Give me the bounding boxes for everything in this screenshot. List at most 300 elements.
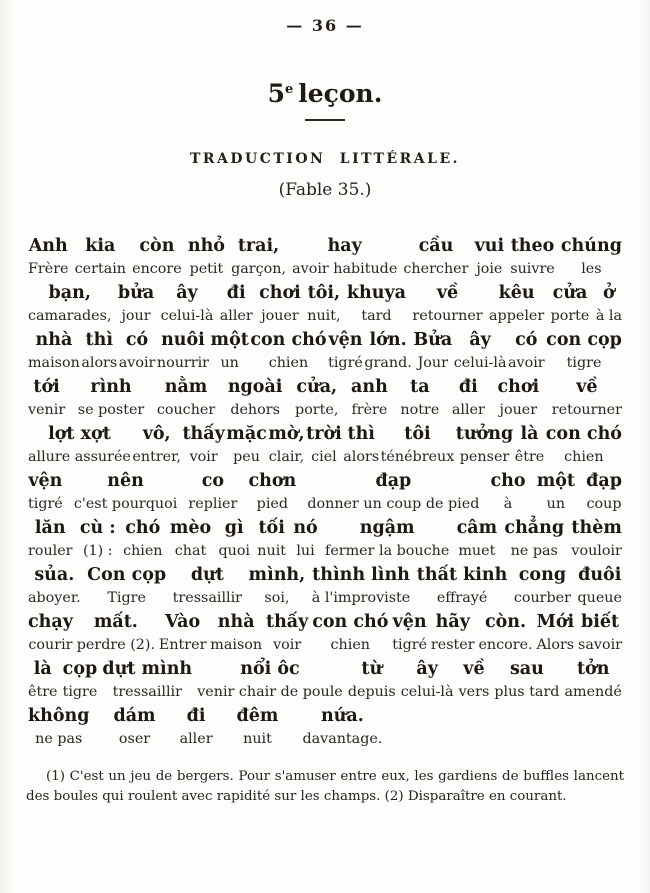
french-gloss: ne pas — [35, 731, 83, 747]
french-gloss: davantage. — [302, 731, 383, 747]
word-pair — [231, 234, 286, 280]
vietnamese-word: chó — [125, 518, 161, 538]
vietnamese-word: thình lình — [312, 565, 410, 585]
french-gloss: grand. — [364, 355, 412, 371]
word-pair — [586, 469, 622, 515]
french-gloss: porte, — [295, 402, 339, 418]
interlinear-line — [26, 375, 624, 421]
vietnamese-word: nhỏ — [187, 236, 225, 256]
word-pair — [28, 657, 58, 703]
word-pair — [515, 422, 545, 468]
french-gloss: oser — [118, 731, 151, 747]
vietnamese-word: chúng — [560, 236, 622, 256]
interlinear-line — [26, 657, 624, 703]
french-gloss: tressaillir — [172, 590, 243, 606]
vietnamese-word: dám — [113, 706, 156, 726]
word-pair — [188, 469, 237, 515]
word-pair — [293, 516, 317, 562]
french-gloss: fermer la bouche — [325, 543, 450, 559]
vietnamese-word: ây — [416, 659, 438, 679]
word-pair — [497, 375, 539, 421]
french-gloss: voir — [273, 637, 302, 653]
word-pair — [302, 704, 382, 750]
vietnamese-word: chẳng — [504, 518, 565, 538]
french-gloss: chien — [330, 637, 371, 653]
word-pair — [454, 328, 507, 374]
word-pair — [306, 422, 342, 468]
vietnamese-word: đạp — [375, 471, 412, 491]
french-gloss: jouer — [261, 308, 299, 324]
french-gloss: tigré — [328, 355, 363, 371]
french-gloss: c'est pourquoi — [73, 496, 178, 512]
word-pair — [173, 563, 242, 609]
french-gloss: appeler — [489, 308, 545, 324]
word-pair — [546, 422, 622, 468]
word-pair — [237, 704, 279, 750]
french-gloss: Alors — [536, 637, 575, 653]
vietnamese-word: vện — [28, 471, 63, 491]
vietnamese-word: trời — [306, 424, 342, 444]
vietnamese-word: chơi — [259, 283, 301, 303]
vietnamese-word: rình — [90, 377, 132, 397]
vietnamese-word: mất. — [93, 612, 138, 632]
french-gloss: plus tard — [494, 684, 560, 700]
vietnamese-word: nứa. — [320, 706, 364, 726]
word-pair — [266, 610, 308, 656]
vietnamese-word: dựt — [190, 565, 224, 585]
vietnamese-word: về — [576, 377, 598, 397]
lesson-ordinal: e — [284, 81, 294, 97]
vietnamese-word: nuôi — [161, 330, 205, 350]
word-pair — [161, 281, 214, 327]
word-pair — [514, 563, 571, 609]
word-pair — [546, 328, 622, 374]
french-gloss: coup — [586, 496, 622, 512]
word-pair — [250, 328, 326, 374]
french-gloss: celui-là — [160, 308, 214, 324]
vietnamese-word: đi — [458, 377, 478, 397]
vietnamese-word: Bửa — [413, 330, 453, 350]
french-gloss: amendé — [564, 684, 622, 700]
french-gloss: garçon, — [231, 261, 286, 277]
french-gloss: chien — [123, 543, 163, 559]
vietnamese-word: nhà — [217, 612, 255, 632]
word-pair — [475, 234, 505, 280]
french-gloss: allure assurée — [28, 449, 131, 465]
word-pair — [400, 375, 439, 421]
french-gloss: certain — [74, 261, 126, 277]
french-gloss: retourner — [551, 402, 622, 418]
word-pair — [28, 281, 111, 327]
vietnamese-word: dựt mình — [102, 659, 193, 679]
french-gloss: rouler — [28, 543, 73, 559]
word-pair — [325, 516, 449, 562]
word-pair — [226, 422, 267, 468]
french-gloss: nuit — [243, 731, 272, 747]
french-gloss: penser — [459, 449, 510, 465]
word-pair — [28, 704, 89, 750]
vietnamese-word: sau — [509, 659, 544, 679]
vietnamese-word: về — [463, 659, 485, 679]
interlinear-line — [26, 516, 624, 562]
french-gloss: clair, — [268, 449, 305, 465]
french-gloss: frère — [351, 402, 388, 418]
french-gloss: petit — [189, 261, 224, 277]
french-gloss: à — [503, 496, 513, 512]
word-pair — [348, 657, 396, 703]
vietnamese-word: anh — [351, 377, 388, 397]
word-pair — [257, 516, 286, 562]
word-pair — [28, 328, 80, 374]
french-gloss: perdre (2). — [76, 637, 156, 653]
vietnamese-word: kia — [85, 236, 116, 256]
vietnamese-word: từ — [361, 659, 383, 679]
french-gloss: queue — [577, 590, 622, 606]
french-gloss: ténébreux — [380, 449, 455, 465]
french-gloss: effrayé — [436, 590, 488, 606]
vietnamese-word: thì — [85, 330, 114, 350]
word-pair — [571, 516, 621, 562]
word-pair — [78, 375, 144, 421]
footnote: (1) C'est un jeu de bergers. Pour s'amuser entre eux, les gardiens de buffles lancent des boules qui roulent avec rapidité sur les champs. (2) Disparaître en courant. — [26, 769, 624, 804]
vietnamese-word: tối — [258, 518, 285, 538]
french-gloss: vers — [458, 684, 490, 700]
vietnamese-word: câm — [456, 518, 498, 538]
word-pair — [220, 281, 253, 327]
word-pair — [211, 328, 249, 374]
vietnamese-word: là — [33, 659, 52, 679]
french-gloss: avoir — [118, 355, 156, 371]
vietnamese-word: chơn — [248, 471, 297, 491]
interlinear-line — [26, 469, 624, 515]
word-pair — [536, 610, 574, 656]
french-gloss: nuit — [257, 543, 287, 559]
vietnamese-word: tới — [33, 377, 60, 397]
french-gloss: coucher — [156, 402, 216, 418]
interlinear-text — [26, 234, 624, 750]
french-gloss: ciel — [311, 449, 337, 465]
french-gloss: chien — [268, 355, 309, 371]
french-gloss: depuis — [347, 684, 396, 700]
french-gloss: se poster — [77, 402, 145, 418]
word-pair — [561, 234, 622, 280]
interlinear-line — [26, 610, 624, 656]
french-gloss: voir — [189, 449, 218, 465]
vietnamese-word: con chó — [250, 330, 327, 350]
word-pair — [457, 516, 498, 562]
french-gloss: aller — [179, 731, 213, 747]
word-pair — [157, 375, 215, 421]
vietnamese-word: đuôi — [578, 565, 622, 585]
word-pair — [118, 281, 154, 327]
french-gloss: Frère — [28, 261, 69, 277]
word-pair — [364, 328, 411, 374]
vietnamese-word: vô, — [142, 424, 171, 444]
vietnamese-word: thấy — [265, 612, 309, 632]
french-gloss: celui-là — [453, 355, 507, 371]
interlinear-line — [26, 422, 624, 468]
french-gloss: tressaillir — [112, 684, 182, 700]
french-gloss: quoi — [218, 543, 250, 559]
french-gloss: pied — [256, 496, 289, 512]
word-pair — [452, 375, 485, 421]
french-gloss: soi, — [264, 590, 290, 606]
word-pair — [510, 234, 555, 280]
french-gloss: nourrir — [156, 355, 210, 371]
vietnamese-word: nên — [107, 471, 144, 491]
word-pair — [28, 469, 63, 515]
word-pair — [292, 234, 397, 280]
french-gloss: peu — [233, 449, 260, 465]
french-gloss: être — [514, 449, 545, 465]
french-gloss: aboyer. — [28, 590, 81, 606]
french-gloss: rester — [430, 637, 475, 653]
french-gloss: chat — [174, 543, 207, 559]
french-gloss: les — [581, 261, 602, 277]
word-pair — [312, 563, 411, 609]
word-pair — [431, 610, 475, 656]
french-gloss: chercher — [403, 261, 469, 277]
word-pair — [157, 328, 209, 374]
word-pair — [578, 610, 622, 656]
vietnamese-word: còn. — [484, 612, 527, 632]
word-pair — [295, 375, 338, 421]
french-gloss: ne pas — [510, 543, 558, 559]
french-gloss: (1) : — [82, 543, 113, 559]
word-pair — [312, 610, 388, 656]
french-gloss: maison — [28, 355, 80, 371]
french-gloss: courber — [513, 590, 571, 606]
french-gloss: maison — [210, 637, 263, 653]
vietnamese-word: gì — [224, 518, 244, 538]
french-gloss: muet — [458, 543, 496, 559]
vietnamese-word: cửa — [552, 283, 588, 303]
vietnamese-word: đi — [186, 706, 206, 726]
french-gloss: avoir habitude — [292, 261, 398, 277]
word-pair — [75, 234, 126, 280]
vietnamese-word: hãy — [435, 612, 470, 632]
word-pair — [403, 234, 468, 280]
word-pair — [259, 281, 301, 327]
vietnamese-word: cầu — [418, 236, 454, 256]
french-gloss: lui — [296, 543, 315, 559]
french-gloss: chien — [564, 449, 604, 465]
vietnamese-word: sủa. — [34, 565, 75, 585]
french-gloss: camarades, — [28, 308, 112, 324]
vietnamese-word: chơi — [497, 377, 540, 397]
vietnamese-word: một — [536, 471, 575, 491]
vietnamese-word: ây — [469, 330, 491, 350]
word-pair — [494, 657, 559, 703]
vietnamese-word: kêu — [498, 283, 535, 303]
lesson-word: leçon. — [298, 79, 383, 108]
french-gloss: Entrer — [158, 637, 207, 653]
french-gloss: jouer — [499, 402, 538, 418]
vietnamese-word: cong — [518, 565, 567, 585]
vietnamese-word: lợt xợt — [48, 424, 111, 444]
word-pair — [401, 657, 454, 703]
vietnamese-word: về — [436, 283, 459, 303]
word-pair — [81, 328, 117, 374]
word-pair — [596, 281, 622, 327]
word-pair — [552, 375, 622, 421]
word-pair — [491, 469, 526, 515]
word-pair — [307, 281, 340, 327]
vietnamese-word: đi — [226, 283, 246, 303]
vietnamese-word: theo — [510, 236, 555, 256]
french-gloss: nuit, — [307, 308, 341, 324]
word-pair — [478, 610, 532, 656]
word-pair — [413, 328, 452, 374]
vietnamese-word: mờ, — [268, 424, 305, 444]
vietnamese-word: hay — [327, 236, 362, 256]
section-heading: TRADUCTION LITTÉRALE. — [189, 151, 461, 167]
vietnamese-word: nằm — [164, 377, 208, 397]
word-pair — [28, 234, 69, 280]
french-gloss: aller — [219, 308, 253, 324]
vietnamese-word: thấy — [182, 424, 225, 444]
french-gloss: venir chair de poule — [197, 684, 343, 700]
vietnamese-word: ở — [603, 283, 615, 303]
french-gloss: tigre — [62, 684, 98, 700]
french-gloss: porte — [550, 308, 590, 324]
word-pair — [74, 469, 177, 515]
vietnamese-word: thì — [347, 424, 375, 444]
word-pair — [351, 375, 388, 421]
word-pair — [417, 563, 508, 609]
word-pair — [508, 328, 545, 374]
interlinear-line — [26, 704, 624, 750]
vietnamese-word: chạy — [28, 612, 73, 632]
vietnamese-word: nổi ôc — [240, 659, 300, 679]
french-gloss: dehors — [230, 402, 280, 418]
word-pair — [343, 422, 379, 468]
word-pair — [77, 610, 155, 656]
french-gloss: courir — [28, 637, 73, 653]
word-pair — [218, 516, 250, 562]
french-gloss: à l'improviste — [311, 590, 411, 606]
word-pair — [28, 422, 131, 468]
vietnamese-word: mèo — [169, 518, 212, 538]
vietnamese-word: tôi, — [307, 283, 341, 303]
vietnamese-word: ta — [410, 377, 430, 397]
lesson-number: 5 — [267, 79, 285, 108]
vietnamese-word: vện — [328, 330, 363, 350]
vietnamese-word: là — [520, 424, 539, 444]
vietnamese-word: khuya — [346, 283, 407, 303]
vietnamese-word: cù : — [79, 518, 116, 538]
word-pair — [248, 469, 296, 515]
word-pair — [182, 422, 224, 468]
word-pair — [392, 610, 427, 656]
vietnamese-word: vện — [392, 612, 427, 632]
vietnamese-word: thèm — [571, 518, 622, 538]
french-gloss: un — [220, 355, 239, 371]
vietnamese-word: có — [515, 330, 538, 350]
word-pair — [28, 516, 73, 562]
french-gloss: venir — [28, 402, 66, 418]
word-pair — [28, 375, 65, 421]
word-pair — [210, 610, 262, 656]
word-pair — [381, 422, 455, 468]
french-gloss: donner un coup de pied — [307, 496, 480, 512]
word-pair — [180, 704, 213, 750]
vietnamese-word: tởn — [576, 659, 610, 679]
word-pair — [347, 281, 406, 327]
vietnamese-word: Anh — [28, 236, 68, 256]
word-pair — [123, 516, 162, 562]
vietnamese-word: lớn. — [369, 330, 407, 350]
word-pair — [197, 657, 343, 703]
vietnamese-word: ngoài — [227, 377, 283, 397]
page-number: — 36 — — [286, 16, 364, 35]
french-gloss: vouloir — [571, 543, 622, 559]
vietnamese-word: đêm — [236, 706, 279, 726]
vietnamese-word: đạp — [586, 471, 622, 491]
word-pair — [119, 328, 156, 374]
french-gloss: celui-là — [400, 684, 454, 700]
vietnamese-word: còn — [139, 236, 175, 256]
vietnamese-word: con chó — [545, 424, 622, 444]
fable-reference: (Fable 35.) — [278, 180, 372, 200]
french-gloss: encore — [132, 261, 182, 277]
french-gloss: un — [546, 496, 566, 512]
word-pair — [249, 563, 306, 609]
vietnamese-word: con chó — [312, 612, 389, 632]
vietnamese-word: Vào — [165, 612, 201, 632]
vietnamese-word: tưởng — [455, 424, 514, 444]
word-pair — [328, 328, 363, 374]
vietnamese-word: cọp — [62, 659, 98, 679]
word-pair — [489, 281, 544, 327]
word-pair — [63, 657, 98, 703]
vietnamese-word: ây — [176, 283, 198, 303]
word-pair — [504, 516, 564, 562]
french-gloss: suivre — [510, 261, 555, 277]
vietnamese-word: co — [201, 471, 225, 491]
word-pair — [537, 469, 575, 515]
interlinear-line — [26, 563, 624, 609]
word-pair — [456, 422, 513, 468]
french-gloss: entrer, — [132, 449, 181, 465]
vietnamese-word: Mới — [536, 612, 575, 632]
french-gloss: avoir — [508, 355, 545, 371]
vietnamese-word: con cọp — [546, 330, 622, 350]
word-pair — [188, 234, 225, 280]
vietnamese-word: nó — [293, 518, 318, 538]
interlinear-line — [26, 281, 624, 327]
french-gloss: encore. — [478, 637, 533, 653]
vietnamese-word: tôi — [404, 424, 431, 444]
vietnamese-word: biết — [580, 612, 620, 632]
french-gloss: tard — [361, 308, 392, 324]
french-gloss: notre — [400, 402, 440, 418]
word-pair — [159, 610, 207, 656]
vietnamese-word: có — [125, 330, 149, 350]
french-gloss: tigré — [392, 637, 428, 653]
word-pair — [80, 516, 116, 562]
lesson-title — [26, 79, 624, 108]
word-pair — [577, 563, 622, 609]
vietnamese-word: lăn — [34, 518, 66, 538]
word-pair — [551, 281, 590, 327]
french-gloss: Jour — [417, 355, 448, 371]
french-gloss: à la — [595, 308, 622, 324]
word-pair — [565, 657, 622, 703]
french-gloss: alors — [343, 449, 380, 465]
title-rule — [305, 119, 345, 121]
word-pair — [268, 422, 304, 468]
